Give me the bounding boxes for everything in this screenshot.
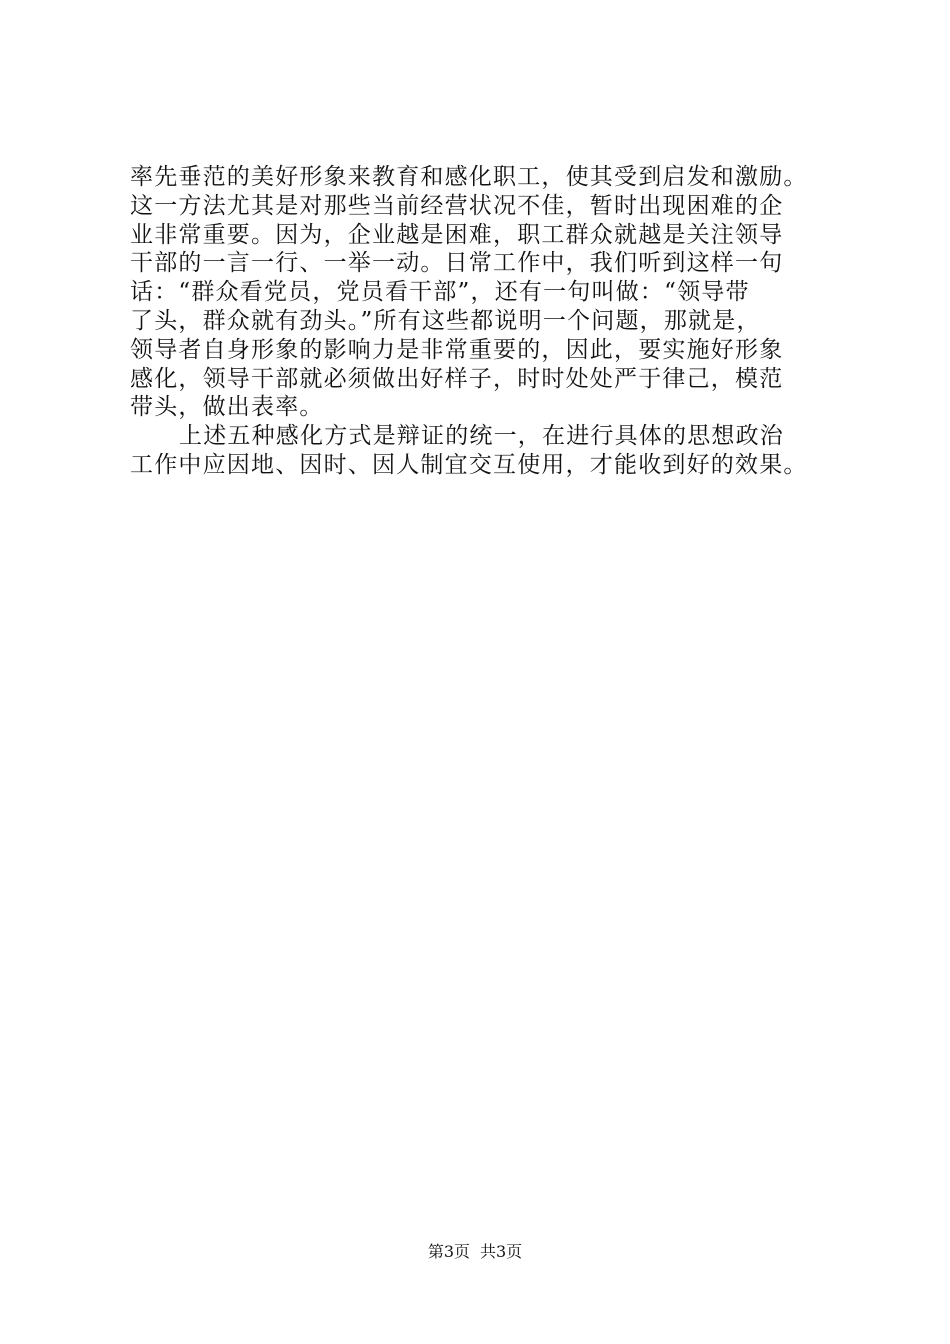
text-line: 了头，群众就有劲头。”所有这些都说明一个问题，那就是， bbox=[130, 307, 761, 334]
text-line: 话：“群众看党员，党员看干部”，还有一句叫做：“领导带 bbox=[130, 279, 750, 306]
text-line: 业非常重要。因为，企业越是困难，职工群众就越是关注领导 bbox=[130, 221, 784, 248]
text-line: 领导者自身形象的影响力是非常重要的，因此，要实施好形象 bbox=[130, 336, 784, 363]
page-total: 共3页 bbox=[480, 1242, 523, 1261]
paragraph-2 bbox=[130, 422, 830, 480]
paragraph-1 bbox=[130, 163, 830, 422]
text-line: 感化，领导干部就必须做出好样子，时时处处严于律己，模范 bbox=[130, 365, 784, 392]
text-line: 率先垂范的美好形象来教育和感化职工，使其受到启发和激励。 bbox=[130, 164, 808, 190]
page-number: 第3页 bbox=[427, 1242, 470, 1261]
text-line: 上述五种感化方式是辩证的统一，在进行具体的思想政治 bbox=[179, 423, 784, 450]
body-text bbox=[130, 163, 830, 480]
text-line: 带头，做出表率。 bbox=[130, 394, 324, 421]
text-line: 工作中应因地、因时、因人制宜交互使用，才能收到好的效果。 bbox=[130, 451, 808, 478]
text-line: 这一方法尤其是对那些当前经营状况不佳，暂时出现困难的企 bbox=[130, 192, 784, 219]
page-footer bbox=[0, 1242, 950, 1262]
text-line: 干部的一言一行、一举一动。日常工作中，我们听到这样一句 bbox=[130, 250, 784, 277]
